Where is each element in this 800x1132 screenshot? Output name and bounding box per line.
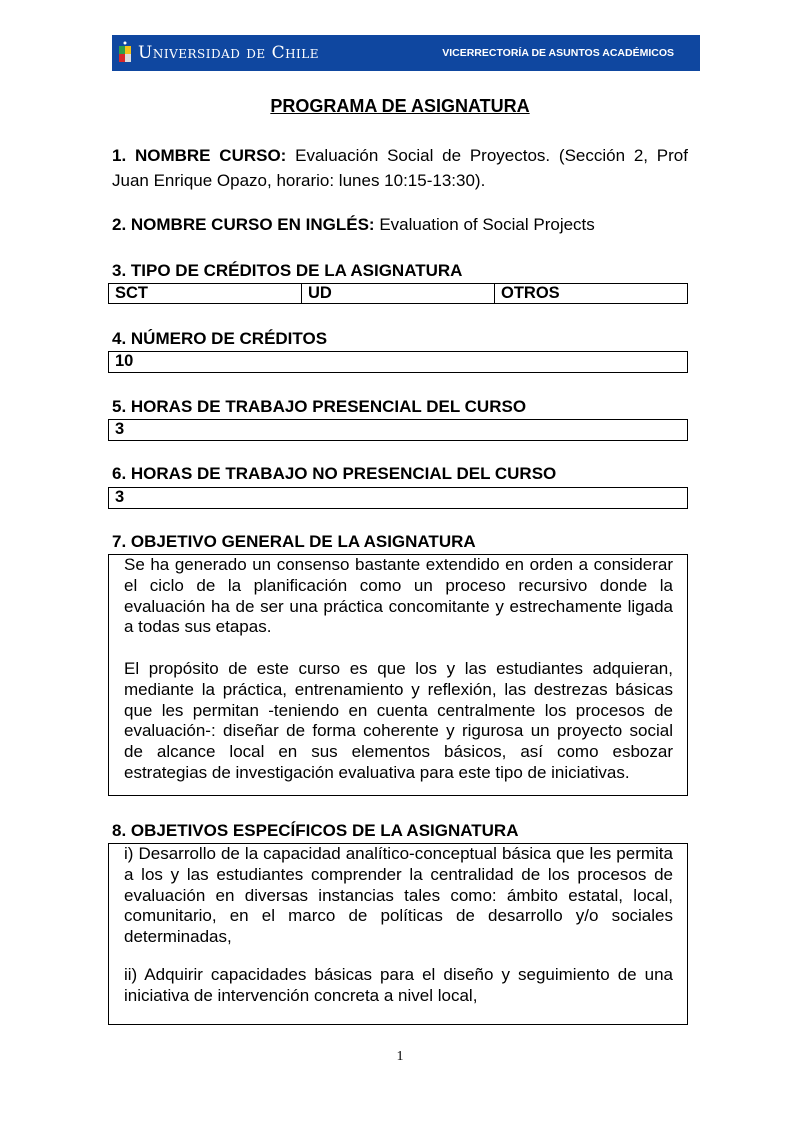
course-name: Evaluación Social de Proyectos. (Sección 2, Prof: [295, 146, 688, 165]
english-name: Evaluation of Social Projects: [379, 215, 595, 234]
university-name: Universidad de Chile: [138, 43, 320, 63]
credits-box: [108, 351, 688, 373]
col-ud: UD: [302, 284, 495, 303]
col-otros: OTROS: [501, 284, 560, 302]
specific-objective-2: ii) Adquirir capacidades básicas para el diseño y seguimiento de una iniciativa de intervención concreta a nivel local,: [124, 965, 673, 1005]
course-details: Juan Enrique Opazo, horario: lunes 10:15-13:30).: [112, 171, 486, 190]
general-objective-p1: Se ha generado un consenso bastante extendido en orden a considerar el ciclo de la planificación como un proceso recursivo donde la evaluación ha de ser una práctica concomitante y estrechamente ligada a todas sus etapas.: [124, 555, 673, 637]
credit-type-table: [108, 283, 688, 304]
section-2: [112, 214, 595, 235]
section-7-label: 7. OBJETIVO GENERAL DE LA ASIGNATURA: [112, 532, 476, 551]
section-1: [112, 145, 688, 191]
header-banner: [112, 35, 700, 71]
page-title: PROGRAMA DE ASIGNATURA: [270, 96, 530, 116]
presential-hours-value: 3: [115, 420, 125, 438]
university-crest-icon: [119, 40, 131, 66]
section-3-label: 3. TIPO DE CRÉDITOS DE LA ASIGNATURA: [112, 261, 463, 280]
section-1-label: 1. NOMBRE CURSO:: [112, 146, 287, 165]
credits-value: 10: [115, 352, 134, 370]
section-6-label: 6. HORAS DE TRABAJO NO PRESENCIAL DEL CURSO: [112, 464, 557, 483]
general-objective-p2: El propósito de este curso es que los y las estudiantes adquieran, mediante la práctica, entrenamiento y reflexión, las destrezas básicas que les permitan -teniendo en cuenta centralmente los procesos de evaluación-: diseñar de forma coherente y rigurosa un proyecto social de alcance local en sus elementos básicos, así como esbozar estrategias de investigación evaluativa para este tipo de iniciativas.: [124, 659, 673, 782]
section-4-label: 4. NÚMERO DE CRÉDITOS: [112, 329, 328, 348]
section-5-label: 5. HORAS DE TRABAJO PRESENCIAL DEL CURSO: [112, 397, 527, 416]
page-number: 1: [396, 1049, 404, 1064]
section-2-label: 2. NOMBRE CURSO EN INGLÉS:: [112, 215, 375, 234]
non-presential-hours-value: 3: [115, 488, 125, 506]
specific-objective-1: i) Desarrollo de la capacidad analítico-conceptual básica que les permita a los y las estudiantes comprender la centralidad de los procesos de evaluación en diversas instancias tales como: ámbito estatal, local, comunitario, en el marco de políticas de desarrollo y/o sociales determinadas,: [124, 844, 673, 947]
office-name: VICERRECTORÍA DE ASUNTOS ACADÉMICOS: [442, 47, 674, 59]
col-sct: SCT: [109, 284, 302, 303]
presential-hours-box: [108, 419, 688, 441]
section-8-label: 8. OBJETIVOS ESPECÍFICOS DE LA ASIGNATURA: [112, 821, 519, 840]
non-presential-hours-box: [108, 487, 688, 509]
